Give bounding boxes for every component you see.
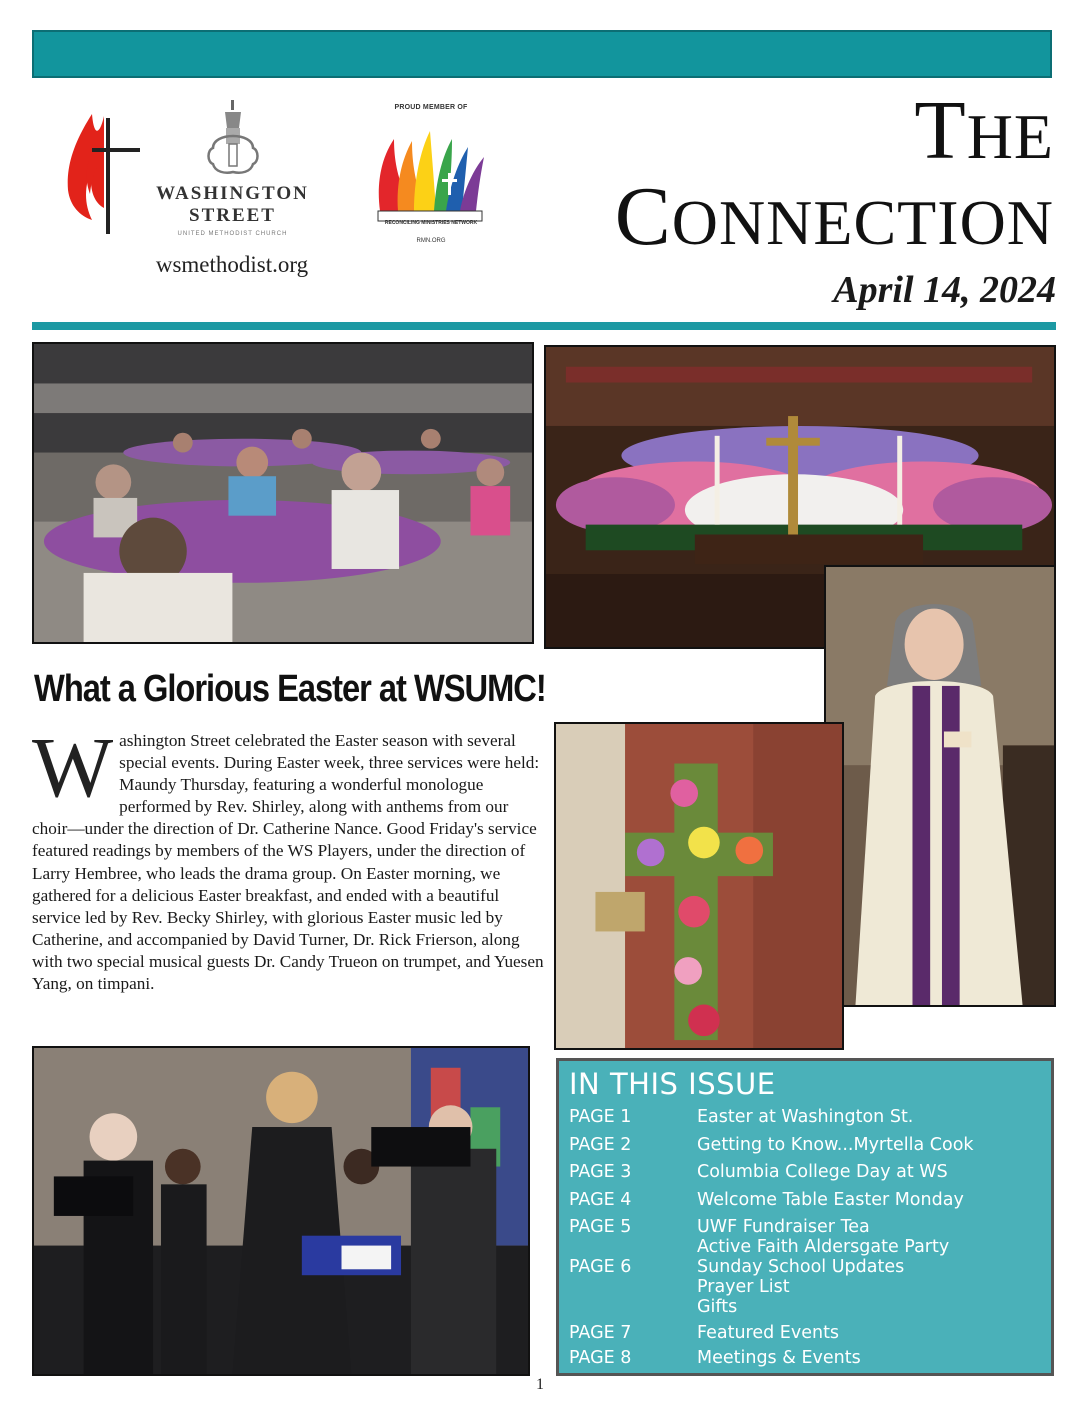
umc-cross-flame-logo xyxy=(62,104,144,240)
masthead-title-line2: CONNECTION xyxy=(614,170,1054,263)
rmn-proud-member: PROUD MEMBER OF xyxy=(394,104,468,111)
church-name-line2: STREET xyxy=(189,205,276,226)
photo-easter-breakfast xyxy=(32,342,534,644)
rmn-url: RMN.ORG xyxy=(416,238,446,244)
photo-flower-cross xyxy=(554,722,844,1050)
rmn-banner: RECONCILING MINISTRIES NETWORK xyxy=(384,220,478,226)
header-banner xyxy=(32,30,1052,78)
issue-date: April 14, 2024 xyxy=(833,269,1056,311)
in-this-issue-box: IN THIS ISSUE PAGE 1 Easter at Washington St. PAGE 2 Getting to Know...Myrtella Cook PAGE 3 Columbia College Day at WS PAGE 4 Welcome Table Easter Monday PAGE 5 UWF Fundraiser Tea Active Faith Aldersgate Party PAGE 6 Sunday School Updates Prayer List Gifts PAGE 7 Featured Events PAGE 8 Meetings & Events xyxy=(556,1058,1054,1376)
rmn-logo xyxy=(372,104,490,264)
article-headline: What a Glorious Easter at WSUMC! xyxy=(34,668,546,710)
washington-street-logo xyxy=(150,100,315,250)
church-subtitle: UNITED METHODIST CHURCH xyxy=(177,231,288,237)
photo-choir xyxy=(32,1046,530,1376)
page-number: 1 xyxy=(536,1376,544,1393)
header-divider xyxy=(32,322,1056,330)
rainbow-flame-icon xyxy=(372,111,490,231)
photo-pastor xyxy=(824,565,1056,1007)
steeple-icon xyxy=(193,100,273,178)
church-website[interactable]: wsmethodist.org xyxy=(155,252,309,277)
article-body xyxy=(32,719,544,995)
masthead-title-line1: THE xyxy=(914,84,1054,177)
article-dropcap: W xyxy=(32,719,114,815)
church-name-line1: WASHINGTON xyxy=(156,183,309,204)
article-text: ashington Street celebrated the Easter season with several special events. During Easter week, three services were held: Maundy Thursday, featuring a wonderful monologue performed by Rev. Shirley, along with anthems from our choir—under the direction of Dr. Catherine Nance. Good Friday's service featured readings by members of the WS Players, under the direction of Larry Hembree, who leads the drama group. On Easter morning, we gathered for a delicious Easter breakfast, and ended with a beautiful service led by Rev. Becky Shirley, with glorious Easter music led by Catherine, and accompanied by David Turner, Dr. Rick Frierson, along with two special musical guests Dr. Candy Trueon on trumpet, and Yuesen Yang, on timpani. xyxy=(32,731,544,994)
in-this-issue-title: IN THIS ISSUE xyxy=(569,1067,776,1101)
